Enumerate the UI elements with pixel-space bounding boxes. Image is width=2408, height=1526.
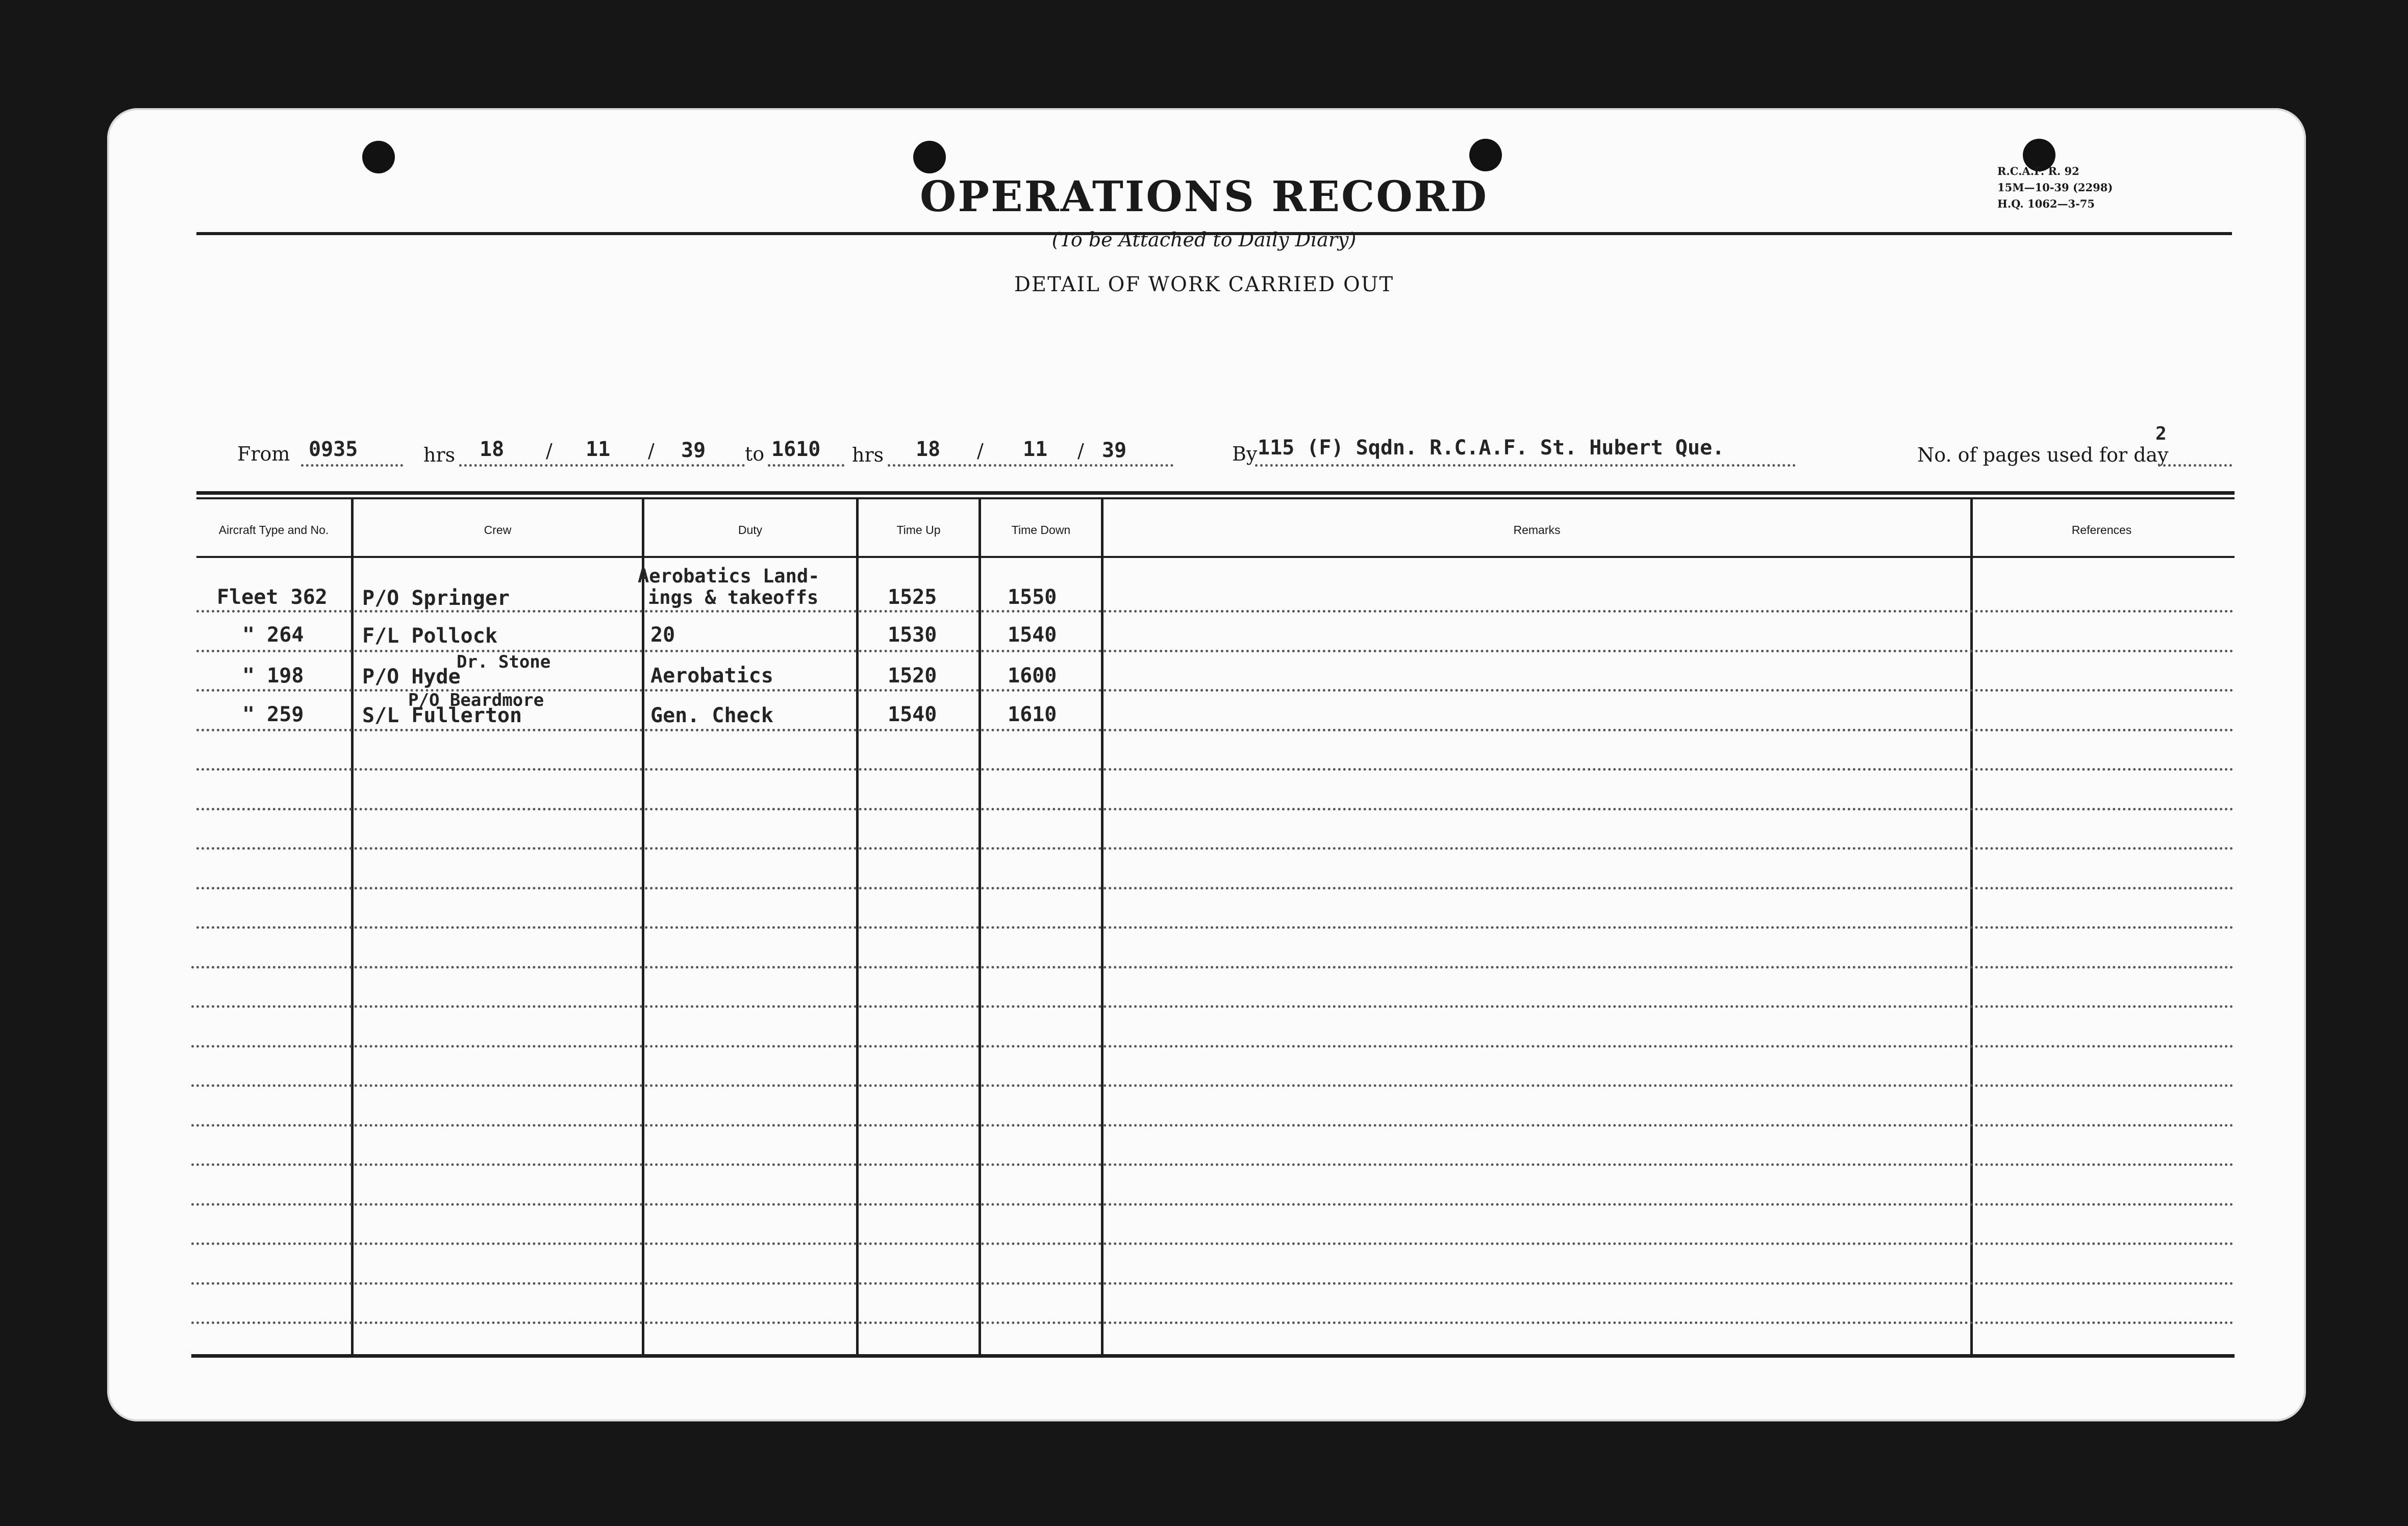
table-bottom-rule [191,1354,2235,1358]
col-remarks: Remarks [1513,523,1561,537]
to-year: 39 [1102,439,1127,462]
to-day: 18 [916,438,941,461]
to-hrs-label: hrs [852,444,884,466]
to-label: to [745,443,765,465]
aircraft-cell: Fleet 362 [217,586,328,609]
time-up-cell: 1530 [888,623,937,647]
duty-cell: ings & takeoffs [648,587,819,608]
col-time-up: Time Up [896,523,941,537]
time-down-cell: 1540 [1008,623,1057,647]
aircraft-cell: " 264 [242,623,304,647]
col-aircraft: Aircraft Type and No. [218,523,329,537]
crew-cell: P/O Hyde [362,665,461,689]
ruled-line [191,1045,2235,1048]
form-code [1997,163,2113,212]
col-duty: Duty [738,523,763,537]
duty-cell: Gen. Check [650,704,773,727]
duty-cell-top: Aerobatics Land- [638,565,820,587]
form-code-line: R.C.A.F. R. 92 [1997,165,2079,177]
time-down-cell: 1610 [1008,703,1057,726]
column-divider [856,497,859,1354]
column-divider [1970,497,1973,1354]
ruled-line [191,1163,2235,1166]
column-divider [1101,497,1103,1354]
from-time: 0935 [309,438,358,461]
ruled-line [191,1321,2235,1324]
page-subtitle: (To be Attached to Daily Diary) [1051,228,1357,251]
punch-hole [913,141,946,173]
to-time: 1610 [771,438,821,461]
ruled-line [191,1282,2235,1285]
form-code-line: H.Q. 1062—3-75 [1997,197,2095,210]
ruled-line [196,887,2235,889]
ruled-line [191,1005,2235,1008]
column-divider [642,497,644,1354]
col-time-down: Time Down [1011,523,1071,537]
ruled-line [196,768,2235,771]
ruled-line [196,729,2235,731]
pages-label: No. of pages used for day [1917,444,2169,466]
aircraft-cell: " 198 [242,664,304,688]
pages-value: 2 [2155,423,2167,444]
duty-cell: Aerobatics [650,664,773,688]
header-rule [196,556,2235,558]
time-down-cell: 1550 [1008,586,1057,609]
ruled-line [191,1084,2235,1087]
time-up-cell: 1525 [888,586,937,609]
column-divider [351,497,354,1354]
from-label: From [237,443,290,465]
aircraft-cell: " 259 [242,703,304,726]
record-card [107,108,2306,1421]
column-divider [979,497,981,1354]
from-day: 18 [480,438,505,461]
crew-cell-top: P/O Beardmore [408,690,544,710]
duty-cell: 20 [650,623,675,647]
ruled-line [191,1203,2235,1206]
page-title: OPERATIONS RECORD [920,172,1488,221]
col-crew: Crew [484,523,512,537]
ruled-line [191,1124,2235,1127]
slash: / [977,440,984,462]
punch-hole [1469,139,1502,171]
hrs-label: hrs [423,444,456,466]
time-up-cell: 1520 [888,664,937,688]
slash: / [546,440,553,462]
from-year: 39 [681,439,706,462]
by-label: By [1232,443,1258,465]
slash: / [1077,440,1084,462]
table-top-rule-2 [196,497,2235,499]
detail-heading: DETAIL OF WORK CARRIED OUT [1014,273,1394,296]
crew-cell: F/L Pollock [362,624,497,648]
ruled-line [196,926,2235,929]
crew-cell: P/O Springer [362,587,510,610]
ruled-line [196,808,2235,810]
table-top-rule [196,491,2235,495]
form-code-line: 15M—10-39 (2298) [1997,181,2113,194]
ruled-line [191,966,2235,969]
slash: / [648,440,655,462]
ruled-line [196,847,2235,850]
ruled-line [196,610,2235,613]
fill-line [888,464,1173,467]
crew-cell: S/L Fullerton [362,704,522,727]
fill-line [768,464,844,467]
squadron: 115 (F) Sqdn. R.C.A.F. St. Hubert Que. [1258,436,1725,460]
to-month: 11 [1023,438,1048,461]
fill-line [2158,464,2232,467]
fill-line [301,464,403,467]
fill-line [1255,464,1796,467]
ruled-line [191,1242,2235,1245]
fill-line [459,464,745,467]
time-up-cell: 1540 [888,703,937,726]
col-references: References [2071,523,2132,537]
time-down-cell: 1600 [1008,664,1057,688]
crew-cell-top: Dr. Stone [457,652,551,672]
punch-hole [362,141,395,173]
from-month: 11 [586,438,611,461]
